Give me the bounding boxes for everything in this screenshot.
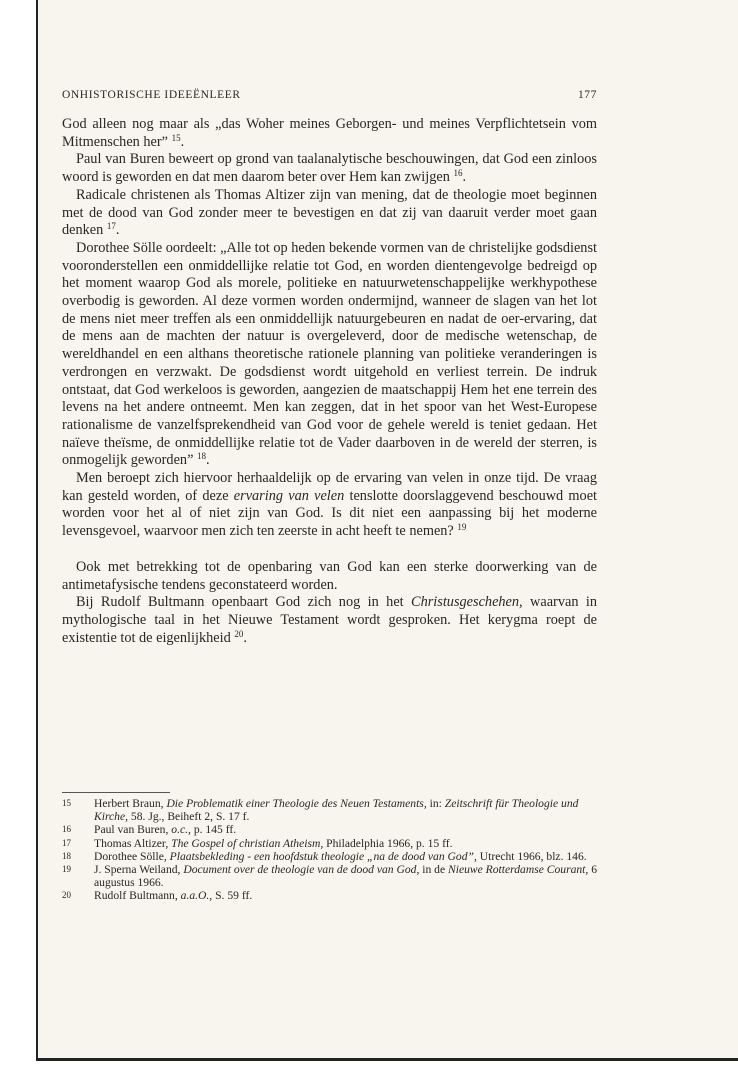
paragraph: Paul van Buren beweert op grond van taalanalytische beschouwingen, dat God een zinloos woord is geworden en dat men daarom beter over Hem kan zwijgen $^{16}$. [62,151,597,186]
footnote-ref[interactable]: 20 [234,628,244,639]
footnotes [62,797,597,903]
footnote-ref[interactable]: 18 [197,451,206,462]
paragraph: Bij Rudolf Bultmann openbaart God zich nog in het Christusgeschehen, waarvan in mythologische taal in het Nieuwe Testament wordt gesproken. Het kerygma roept de existentie tot de eigenlijkheid $^{20}$. [62,594,597,646]
emphasis: Christusgeschehen, [411,594,523,611]
footnote-rule [62,792,170,793]
paragraph: Dorothee Sölle oordeelt: „Alle tot op heden bekende vormen van de christelijke godsdienst vooronderstellen een onmiddellijke relatie tot God, en worden dientengevolge bedreigd op het moment waarop God als morele, politieke en natuurwetenschappelijke werkhypothese overbodig is geworden. Al deze vormen worden ondermijnd, wanneer de slagen van het lot de mens niet meer treffen als een onmiddellijk natuurgebeuren en nadat de oer-ervaring, dat de mens aan de machten der natuur is overgeleverd, door de medische wetenschap, de wereldhandel en een althans theoretische rationele planning van politieke veranderingen is verdrongen en verzwakt. De godsdienst wordt uitgehold en verliest terrein. De indruk ontstaat, dat God werkeloos is geworden, aangezien de maatschappij Hem het ene terrein des levens na het andere ontneemt. Men kan zeggen, dat in het spoor van het West-Europese rationalisme de vanzelfsprekendheid van God voor de gehele wereld is teniet gedaan. Het naïeve theïsme, de onmiddellijke relatie tot de Vader daarboven in de wereld der sterren, is onmogelijk geworden” $^{18}$. [62,239,597,469]
footnote: 18 Dorothee Sölle, Plaatsbekleding - een hoofdstuk theologie „na de dood van God”, Utrecht 1966, blz. 146. [62,849,587,863]
footnote-number: 20 [62,890,71,901]
footnote-number: 19 [62,864,71,875]
footnote: 16 Paul van Buren, o.c., p. 145 ff. [62,823,237,837]
running-title: ONHISTORISCHE IDEEËNLEER [62,89,241,101]
footnote: 15 Herbert Braun, Die Problematik einer Theologie des Neuen Testaments, in: Zeitschrift für Theologie und Kirche, 58. Jg., Beiheft 2, S. 17 f. [62,797,579,824]
footnote-number: 18 [62,850,71,861]
footnote: 20 Rudolf Bultmann, a.a.O., S. 59 ff. [62,889,253,903]
emphasis: ervaring van velen [233,487,345,504]
footnote-ref[interactable]: 15 [171,132,181,143]
footnote-ref[interactable]: 17 [106,221,116,232]
footnote-ref[interactable]: 16 [453,168,463,179]
scan-edge-bottom [36,1058,738,1061]
footnote-number: 16 [62,824,71,835]
footnote-number: 15 [62,798,71,808]
body-text [62,116,597,647]
paragraph: Radicale christenen als Thomas Altizer zijn van mening, dat de theologie moet beginnen met de dood van God zonder meer te bevestigen en dat zij van daaruit verder moet gaan denken $^{17}$. [62,186,597,239]
footnote-number: 17 [62,837,71,848]
paragraph: Ook met betrekking tot de openbaring van God kan een sterke doorwerking van de antimetafysische tendens geconstateerd worden. [62,558,597,593]
page-number: 177 [577,89,597,101]
footnote: 17 Thomas Altizer, The Gospel of christian Atheism, Philadelphia 1966, p. 15 ff. [62,836,453,850]
paragraph: Men beroept zich hiervoor herhaaldelijk op de ervaring van velen in onze tijd. De vraag kan gesteld worden, of deze ervaring van velen tenslotte doorslaggevend beschouwd moet worden voor het al of niet zijn van God. Is dit niet een aanpassing bij het moderne levensgevoel, waarvoor men zich ten zeerste in acht heeft te nemen? $^{19}$ [62,470,598,540]
footnote-ref[interactable]: 19 [457,522,467,533]
paragraph: God alleen nog maar als „das Woher meines Geborgen- und meines Verpflichtetsein vom Mitmenschen her” $^{15}$. [62,116,597,150]
footnote: 19 J. Sperna Weiland, Document over de theologie van de dood van God, in de Nieuwe Rotterdamse Courant, 6 augustus 1966. [62,863,597,890]
